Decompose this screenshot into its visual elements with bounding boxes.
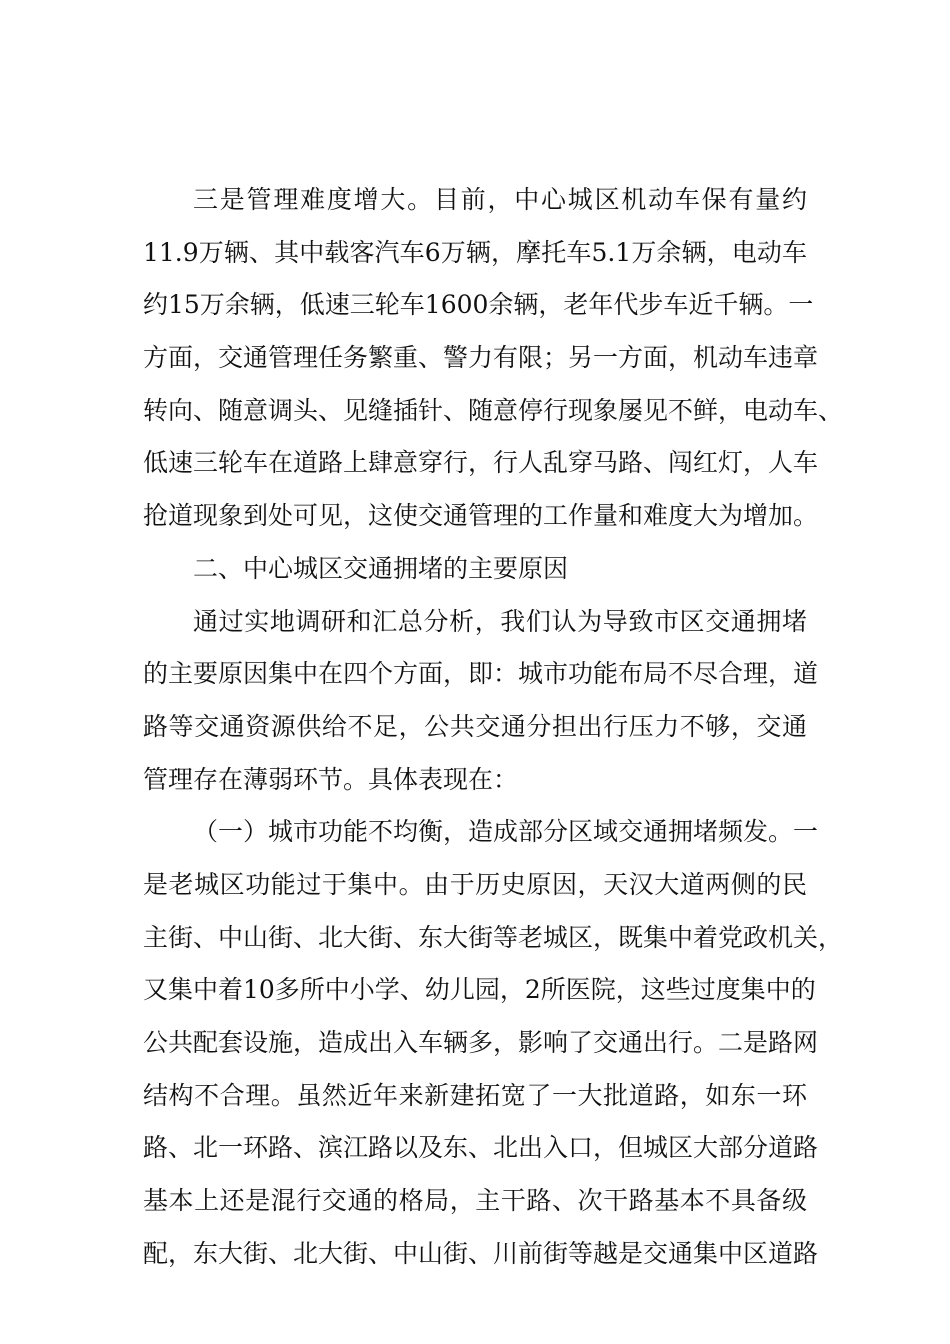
paragraph-line: 方面，交通管理任务繁重、警力有限；另一方面，机动车违章 (143, 343, 819, 373)
section-heading: 二、中心城区交通拥堵的主要原因 (193, 553, 569, 583)
paragraph-line: 公共配套设施，造成出入车辆多，影响了交通出行。二是路网 (143, 1028, 819, 1057)
paragraph-line: 11.9万辆、其中载客汽车6万辆，摩托车5.1万余辆，电动车 (143, 237, 807, 267)
paragraph-line: 是老城区功能过于集中。由于历史原因，天汉大道两侧的民 (143, 869, 807, 899)
paragraph-line: 低速三轮车在道路上肆意穿行，行人乱穿马路、闯红灯，人车 (143, 448, 819, 478)
paragraph-line: 三是管理难度增大。目前，中心城区机动车保有量约 (193, 185, 807, 214)
paragraph-line: 结构不合理。虽然近年来新建拓宽了一大批道路，如东一环 (143, 1080, 807, 1110)
document-body (143, 174, 844, 1280)
paragraph-line: 的主要原因集中在四个方面，即：城市功能布局不尽合理，道 (143, 659, 819, 689)
paragraph-line: 抢道现象到处可见，这使交通管理的工作量和难度大为增加。 (143, 501, 819, 531)
paragraph-line: 主街、中山街、北大街、东大街等老城区，既集中着党政机关， (143, 922, 844, 952)
paragraph-line: 基本上还是混行交通的格局，主干路、次干路基本不具备级 (143, 1186, 807, 1216)
paragraph-line: 配，东大街、北大街、中山街、川前街等越是交通集中区道路 (143, 1238, 819, 1268)
paragraph-line: 通过实地调研和汇总分析，我们认为导致市区交通拥堵 (193, 606, 807, 636)
paragraph-line: 路、北一环路、滨江路以及东、北出入口，但城区大部分道路 (143, 1133, 819, 1163)
paragraph-line: 又集中着10多所中小学、幼儿园，2所医院，这些过度集中的 (143, 975, 816, 1005)
paragraph-line: 管理存在薄弱环节。具体表现在： (143, 764, 519, 794)
paragraph-line: 路等交通资源供给不足，公共交通分担出行压力不够，交通 (143, 711, 807, 741)
paragraph-line: 约15万余辆，低速三轮车1600余辆，老年代步车近千辆。一 (143, 290, 814, 320)
paragraph-line: 转向、随意调头、见缝插针、随意停行现象屡见不鲜，电动车、 (143, 395, 844, 425)
subsection-heading-line: （一）城市功能不均衡，造成部分区域交通拥堵频发。一 (193, 817, 819, 847)
